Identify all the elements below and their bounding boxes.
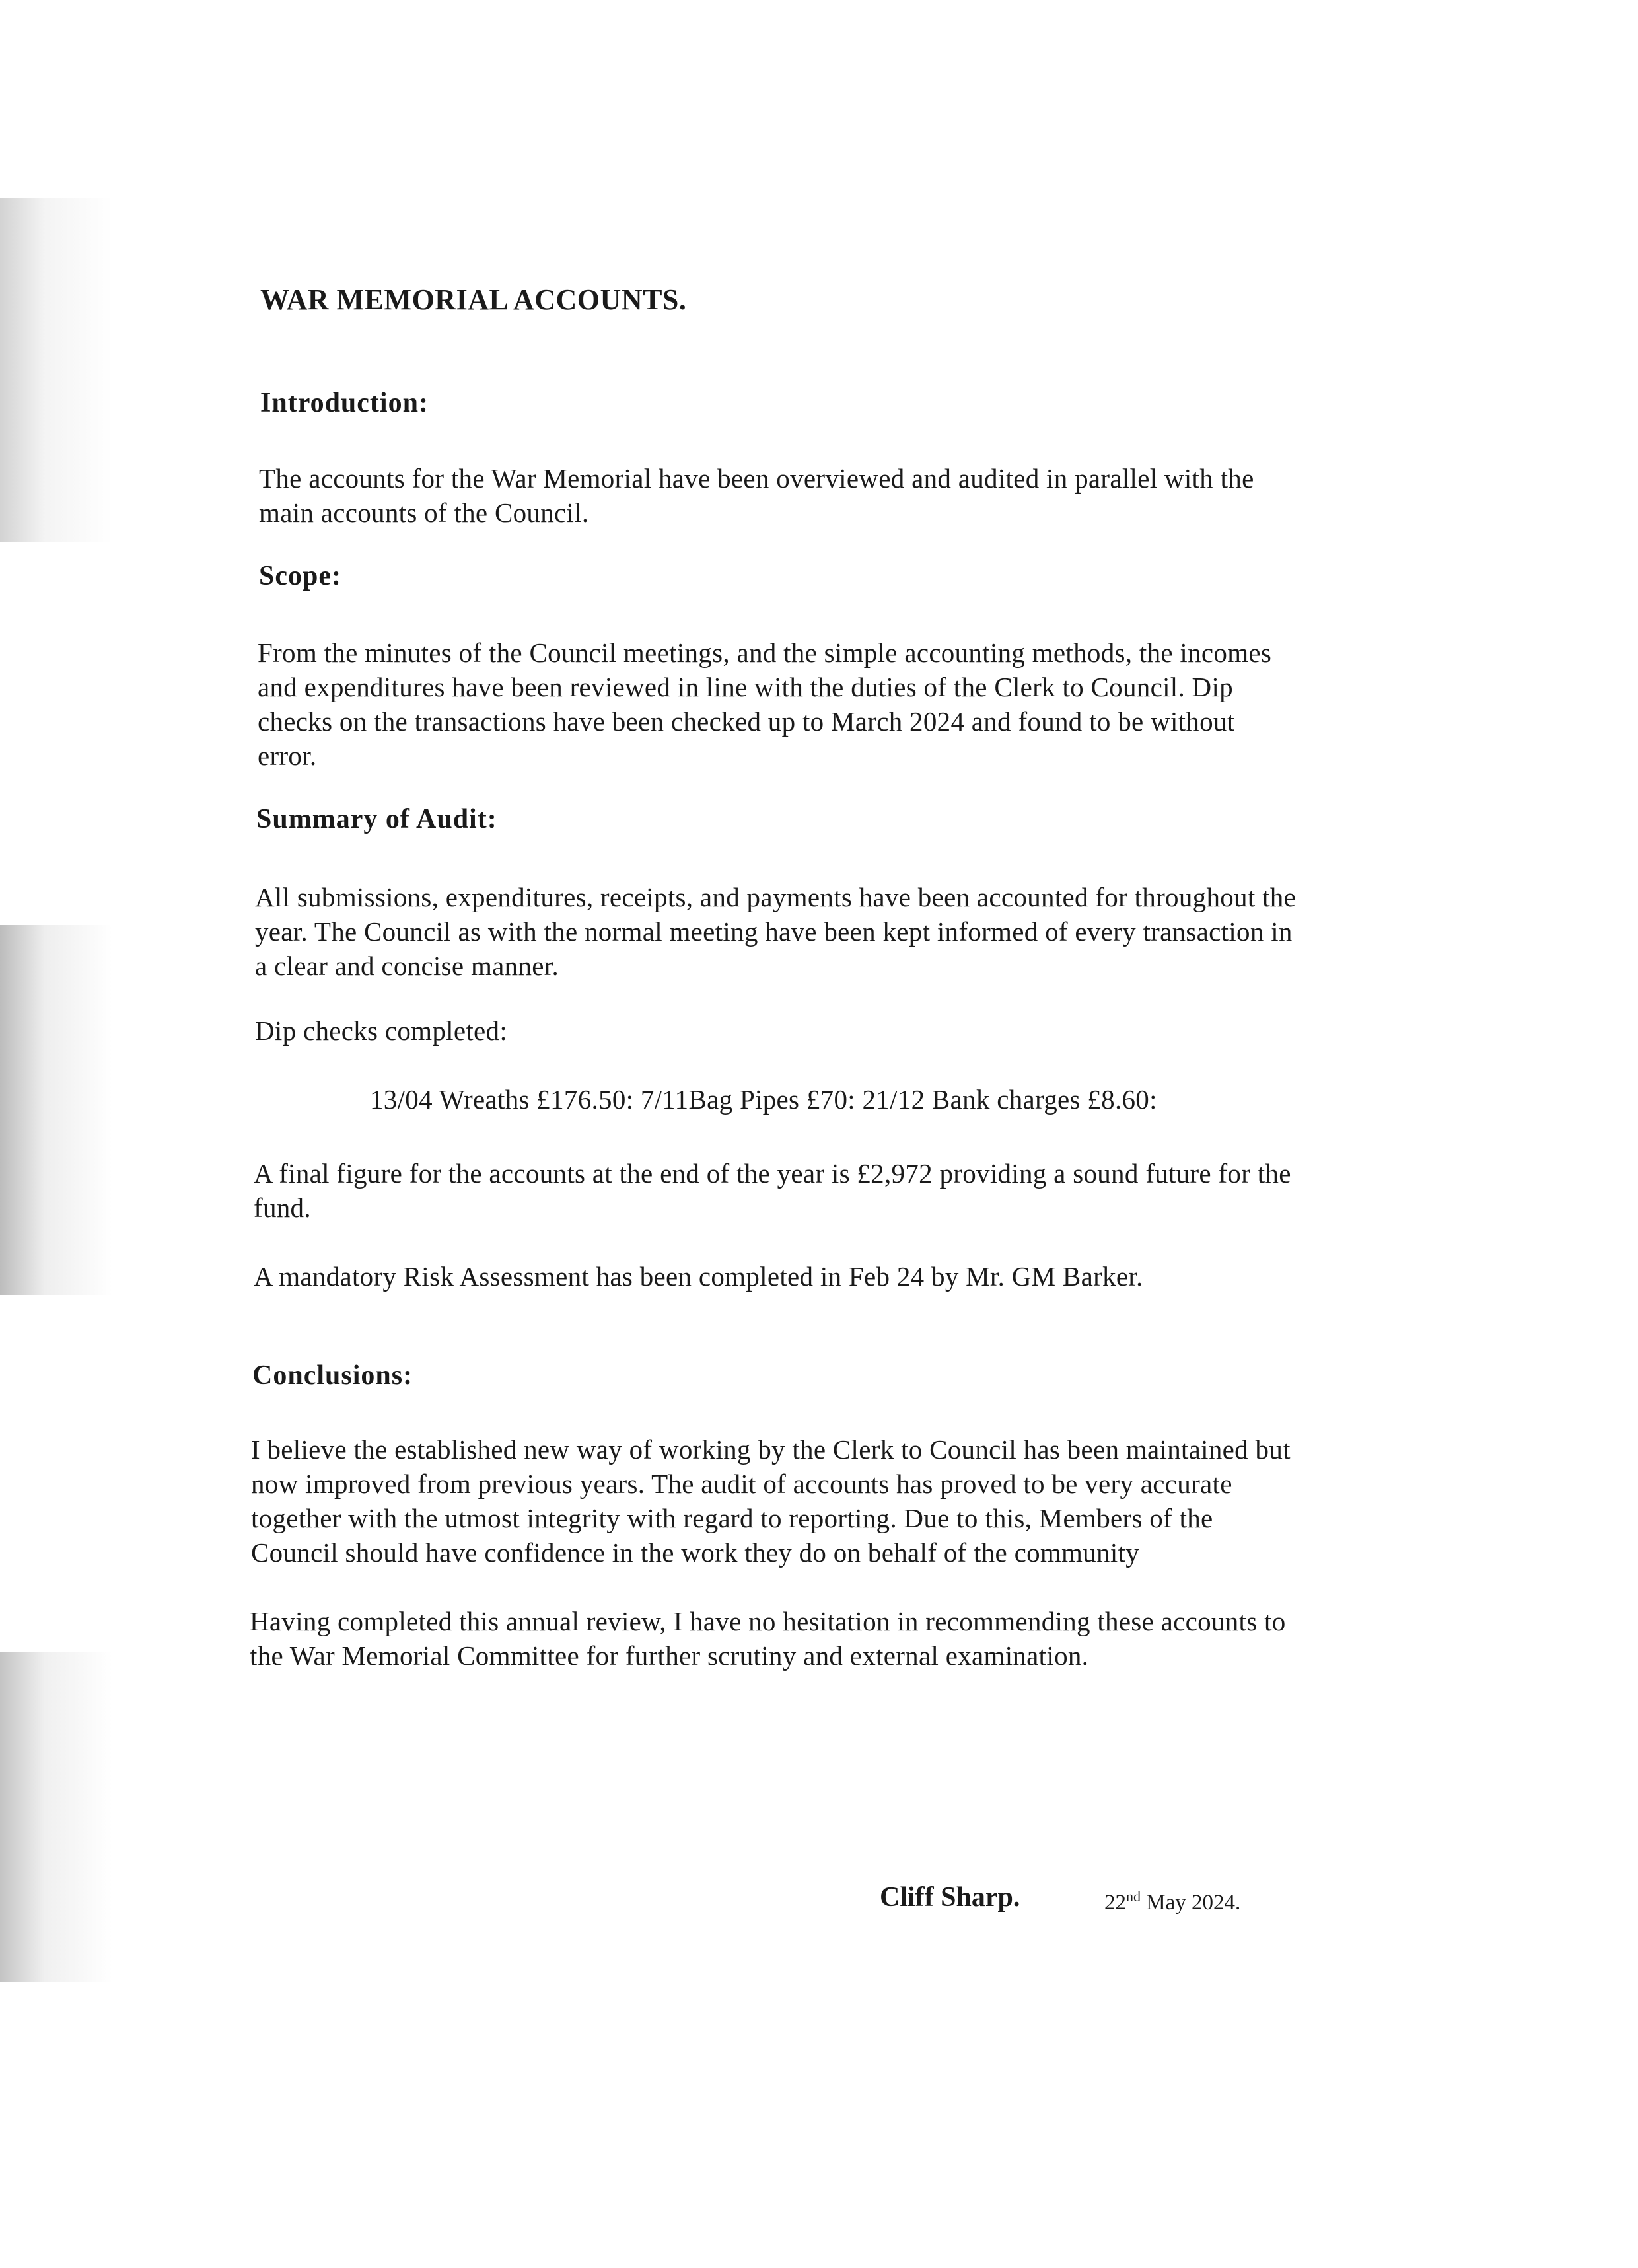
introduction-text: The accounts for the War Memorial have been overviewed and audited in parallel with the main accounts of the Council.: [259, 463, 1254, 528]
conclusions-heading: Conclusions:: [252, 1360, 413, 1391]
dip-checks-label: Dip checks completed:: [255, 1015, 508, 1046]
summary-heading: Summary of Audit:: [256, 804, 497, 834]
recommendation-text: Having completed this annual review, I have no hesitation in recommending these accounts to the War Memorial Committee for further scrutiny and external examination.: [250, 1606, 1286, 1671]
scan-edge-shadow: [0, 925, 112, 1295]
introduction-heading: Introduction:: [260, 388, 429, 418]
signature-name: Cliff Sharp.: [880, 1882, 1020, 1913]
signature-date: 22nd May 2024.: [1104, 1888, 1241, 1915]
summary-text: All submissions, expenditures, receipts, and payments have been accounted for throughout the year. The Council as with the normal meeting have been kept informed of every transaction in a clear and concise manner.: [255, 882, 1297, 981]
risk-assessment-text: A mandatory Risk Assessment has been completed in Feb 24 by Mr. GM Barker.: [254, 1261, 1143, 1292]
final-figure-text: A final figure for the accounts at the end of the year is £2,972 providing a sound future for the fund.: [254, 1158, 1291, 1223]
scan-edge-shadow: [0, 1652, 112, 1982]
scope-heading: Scope:: [259, 561, 341, 591]
scope-text: From the minutes of the Council meetings, and the simple accounting methods, the incomes and expenditures have been reviewed in line with the duties of the Clerk to Council. Dip checks on the transactions have been checked up to March 2024 and found to be without error.: [258, 638, 1272, 771]
conclusions-text: I believe the established new way of working by the Clerk to Council has been maintained but now improved from previous years. The audit of accounts has proved to be very accurate together with the utmost integrity with regard to reporting. Due to this, Members of the Council should have confidence in the work they do on behalf of the community: [251, 1434, 1291, 1568]
document-title: WAR MEMORIAL ACCOUNTS.: [260, 283, 687, 316]
dip-checks-line: 13/04 Wreaths £176.50: 7/11Bag Pipes £70: 21/12 Bank charges £8.60:: [370, 1084, 1157, 1115]
scan-edge-shadow: [0, 198, 112, 542]
